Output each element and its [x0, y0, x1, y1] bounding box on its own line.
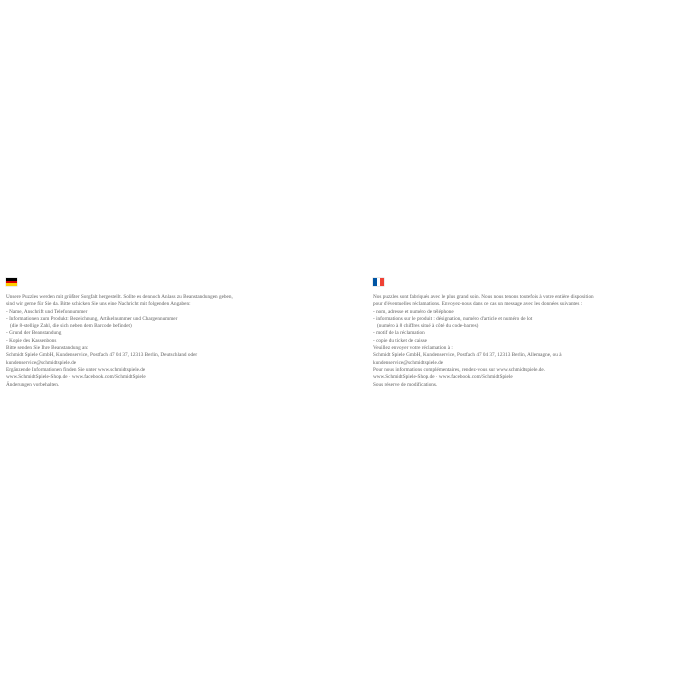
- french-line: - copie du ticket de caisse: [373, 337, 427, 344]
- french-line: Veuillez envoyer votre réclamation à :: [373, 345, 453, 352]
- german-line: Ergänzende Informationen finden Sie unter www.schmidtspiele.de: [6, 366, 146, 373]
- french-line: - motif de la réclamation: [373, 330, 425, 337]
- french-line: - nom, adresse et numéro de téléphone: [373, 308, 454, 315]
- french-text: [373, 294, 691, 389]
- german-email[interactable]: kundenservice@schmidtspiele.de: [6, 359, 77, 366]
- german-line: Schmidt Spiele GmbH, Kundenservice, Postfach 47 04 37, 12313 Berlin, Deutschland oder: [6, 352, 198, 359]
- french-line: Sous réserve de modifications.: [373, 381, 438, 388]
- french-flag-icon: [373, 278, 384, 286]
- french-section: [373, 278, 691, 389]
- french-line: (numéro à 8 chiffres situé à côté du code-barres): [377, 323, 479, 330]
- french-email[interactable]: kundenservice@schmidtspiele.de: [373, 359, 444, 366]
- french-line: Schmidt Spiele GmbH, Kundenservice, Postfach 47 04 37, 12313 Berlin, Allemagne, ou à: [373, 352, 562, 359]
- german-line: - Kopie des Kassenbons: [6, 337, 57, 344]
- french-links[interactable]: www.SchmidtSpiele-Shop.de · www.facebook.com/SchmidtSpiele: [373, 374, 513, 381]
- german-line: - Informationen zum Produkt: Bezeichnung, Artikelnummer und Chargennummer: [6, 315, 178, 322]
- german-line: - Grund der Beanstandung: [6, 330, 62, 337]
- german-section: [6, 278, 324, 389]
- flag-stripe-red: [380, 278, 384, 286]
- german-text: [6, 294, 324, 389]
- german-flag-icon: [6, 278, 17, 286]
- german-line: Änderungen vorbehalten.: [6, 381, 60, 388]
- french-line: Pour nous informations complémentaires, rendez-vous sur www.schmidtspiele.de.: [373, 366, 546, 373]
- german-links[interactable]: www.SchmidtSpiele-Shop.de · www.facebook.com/SchmidtSpiele: [6, 374, 146, 381]
- french-line: - informations sur le produit : désignation, numéro d'article et numéro de lot: [373, 315, 533, 322]
- german-line: sind wir gerne für Sie da. Bitte schicken Sie uns eine Nachricht mit folgenden Angaben:: [6, 301, 191, 308]
- german-line: - Name, Anschrift und Telefonnummer: [6, 308, 88, 315]
- german-line: Bitte senden Sie Ihre Beanstandung an:: [6, 345, 89, 352]
- german-line: (die 8-stellige Zahl, die sich neben dem Barcode befindet): [10, 323, 132, 330]
- french-line: pour d'éventuelles réclamations. Envoyez-nous dans ce cas un message avec les données suivantes :: [373, 301, 583, 308]
- german-line: Unsere Puzzles werden mit größter Sorgfalt hergestellt. Sollte es dennoch Anlass zu Beanstandungen geben,: [6, 294, 233, 300]
- flag-stripe-gold: [6, 283, 17, 286]
- french-line: Nos puzzles sont fabriqués avec le plus grand soin. Nous nous tenons toutefois à votre entière disposition: [373, 294, 594, 300]
